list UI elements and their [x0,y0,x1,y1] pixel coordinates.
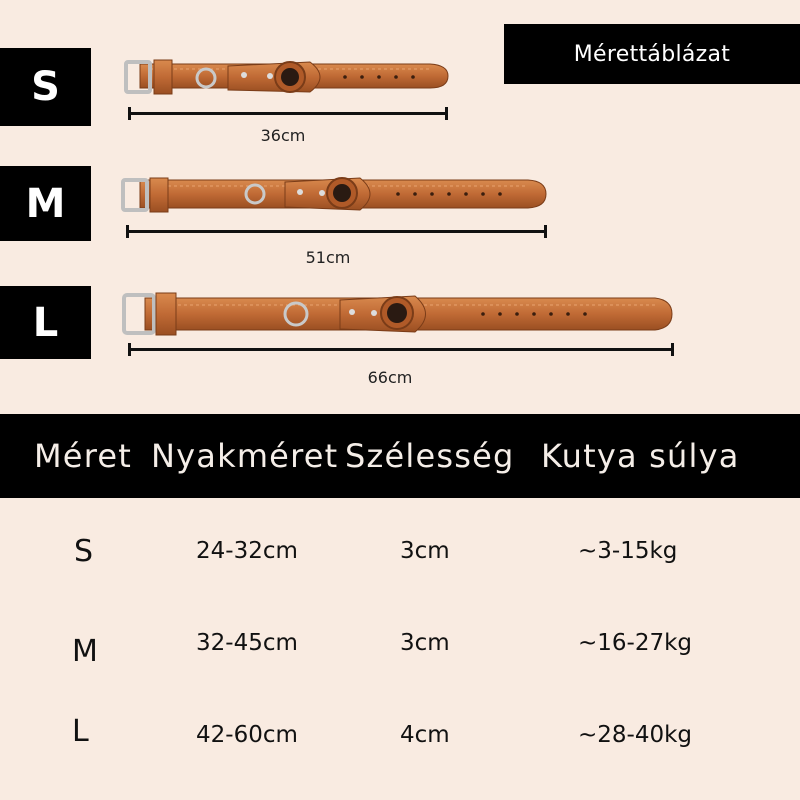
row-width: 4cm [400,722,450,748]
row-size: S [74,534,94,569]
row-size: L [72,714,89,749]
length-label-l: 66cm [367,368,413,387]
row-weight: ~28-40kg [578,722,693,748]
table-header [0,414,800,498]
header-nyakmeret: Nyakméret [151,437,339,475]
size-badge-s: S [0,48,91,126]
size-chart-title: Mérettáblázat [504,24,800,84]
row-neck: 32-45cm [196,630,298,656]
collar-image-s [126,60,448,94]
length-label-s: 36cm [260,126,306,145]
table-row [0,608,800,698]
header-meret: Méret [34,437,132,475]
length-label-m: 51cm [305,248,351,267]
row-neck: 24-32cm [196,538,298,564]
table-row [0,698,800,788]
size-badge-m: M [0,166,91,241]
row-weight: ~3-15kg [578,538,678,564]
collar-image-l [124,293,672,335]
header-kutya-sulya: Kutya súlya [541,437,740,475]
row-size: M [72,634,98,669]
row-width: 3cm [400,630,450,656]
header-szelesseg: Szélesség [345,437,515,475]
row-neck: 42-60cm [196,722,298,748]
row-weight: ~16-27kg [578,630,693,656]
collar-image-m [123,178,546,212]
table-row [0,516,800,606]
size-badge-l: L [0,286,91,359]
row-width: 3cm [400,538,450,564]
